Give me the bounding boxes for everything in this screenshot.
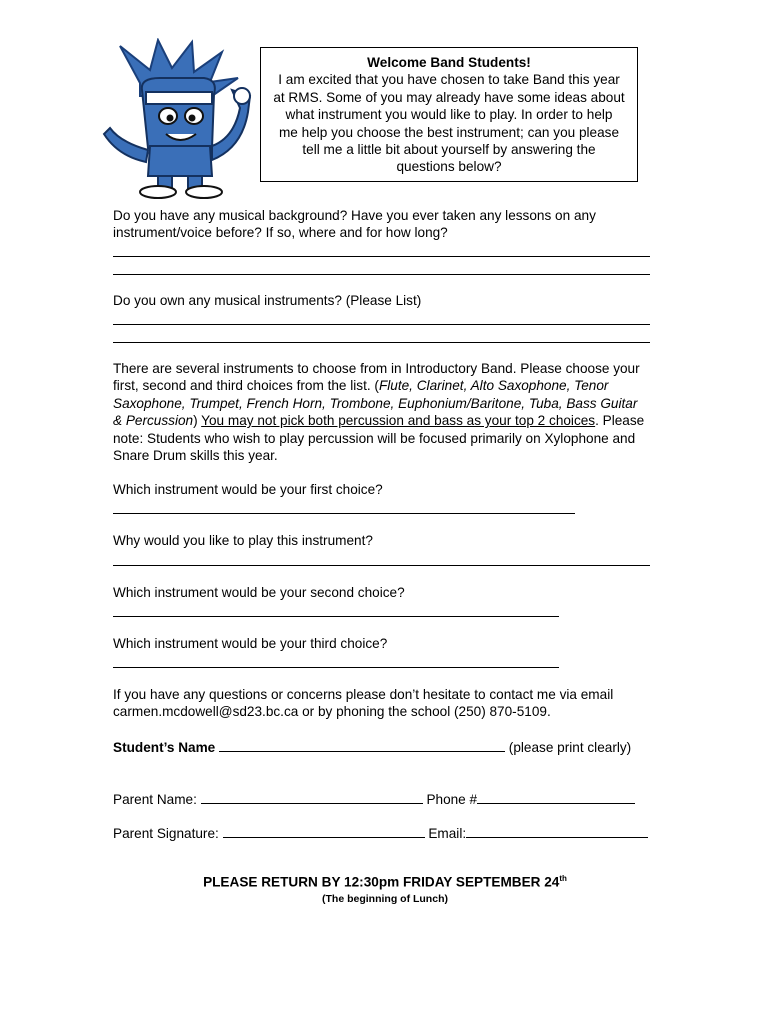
answer-line[interactable] [113,513,575,514]
parent-name-row [113,790,673,808]
info-text: first, second and third choices from the list. (Flute, Clarinet, Alto Saxophone, Tenor [113,378,609,394]
welcome-title: Welcome Band Students! [367,55,531,70]
question-first-choice [113,481,658,498]
answer-line[interactable] [113,565,650,566]
mascot-illustration [100,38,258,200]
question-musical-background [113,207,658,242]
question-text: Which instrument would be your third choice? [113,636,388,651]
rule-underlined: You may not pick both percussion and bass as your top 2 choices [201,413,596,429]
student-name-label: Student’s Name [113,740,216,755]
question-third-choice [113,635,658,652]
question-text: Do you own any musical instruments? (Please List) [113,293,422,308]
question-text: Do you have any musical background? Have you ever taken any lessons on any [113,208,596,223]
welcome-line: questions below? [396,159,502,175]
signature-label: Parent Signature: [113,826,219,841]
student-name-row [113,738,673,756]
phone-field[interactable] [477,790,635,804]
welcome-line: at RMS. Some of you may already have some ideas about [273,89,625,105]
info-text: & Percussion) You may not pick both percussion and bass as your top 2 choices. Please [113,413,645,429]
question-text: Why would you like to play this instrument? [113,533,373,548]
parent-name-label: Parent Name: [113,792,197,807]
return-deadline: PLEASE RETURN BY 12:30pm FRIDAY SEPTEMBER 24th [203,874,567,890]
phone-label: Phone # [426,792,478,807]
info-text: Snare Drum skills this year. [113,448,278,464]
parent-signature-row [113,824,673,842]
contact-info [113,686,673,721]
question-text: Which instrument would be your first choice? [113,482,383,497]
contact-text: carmen.mcdowell@sd23.bc.ca or by phoning the school (250) 870-5109. [113,704,551,720]
info-text: note: Students who wish to play percussion will be focused primarily on Xylophone and [113,430,636,446]
parent-name-field[interactable] [201,790,423,804]
welcome-line: what instrument you would like to play. In order to help [285,107,613,123]
email-field[interactable] [466,824,648,838]
question-text: instrument/voice before? If so, where and for how long? [113,225,448,241]
welcome-box [260,47,638,182]
answer-line[interactable] [113,324,650,325]
welcome-line: tell me a little bit about yourself by answering the [302,142,596,158]
question-own-instruments [113,292,658,309]
question-text: Which instrument would be your second choice? [113,585,405,600]
instrument-choices-info [113,360,663,464]
contact-text: If you have any questions or concerns please don’t hesitate to contact me via email [113,687,614,702]
answer-line[interactable] [113,342,650,343]
instrument-list: Saxophone, Trumpet, French Horn, Trombone, Euphonium/Baritone, Tuba, Bass Guitar [113,395,638,411]
answer-line[interactable] [113,616,559,617]
answer-line[interactable] [113,256,650,257]
answer-line[interactable] [113,274,650,275]
info-text: There are several instruments to choose from in Introductory Band. Please choose your [113,361,640,376]
question-why-instrument [113,532,658,549]
student-name-field[interactable] [219,738,505,752]
return-deadline-note: (The beginning of Lunch) [322,893,448,905]
email-label: Email: [428,826,467,841]
welcome-line: I am excited that you have chosen to take Band this year [278,72,620,88]
signature-field[interactable] [223,824,425,838]
welcome-line: me help you choose the best instrument; can you please [278,124,620,140]
question-second-choice [113,584,658,601]
answer-line[interactable] [113,667,559,668]
print-clearly-note: (please print clearly) [508,740,632,755]
